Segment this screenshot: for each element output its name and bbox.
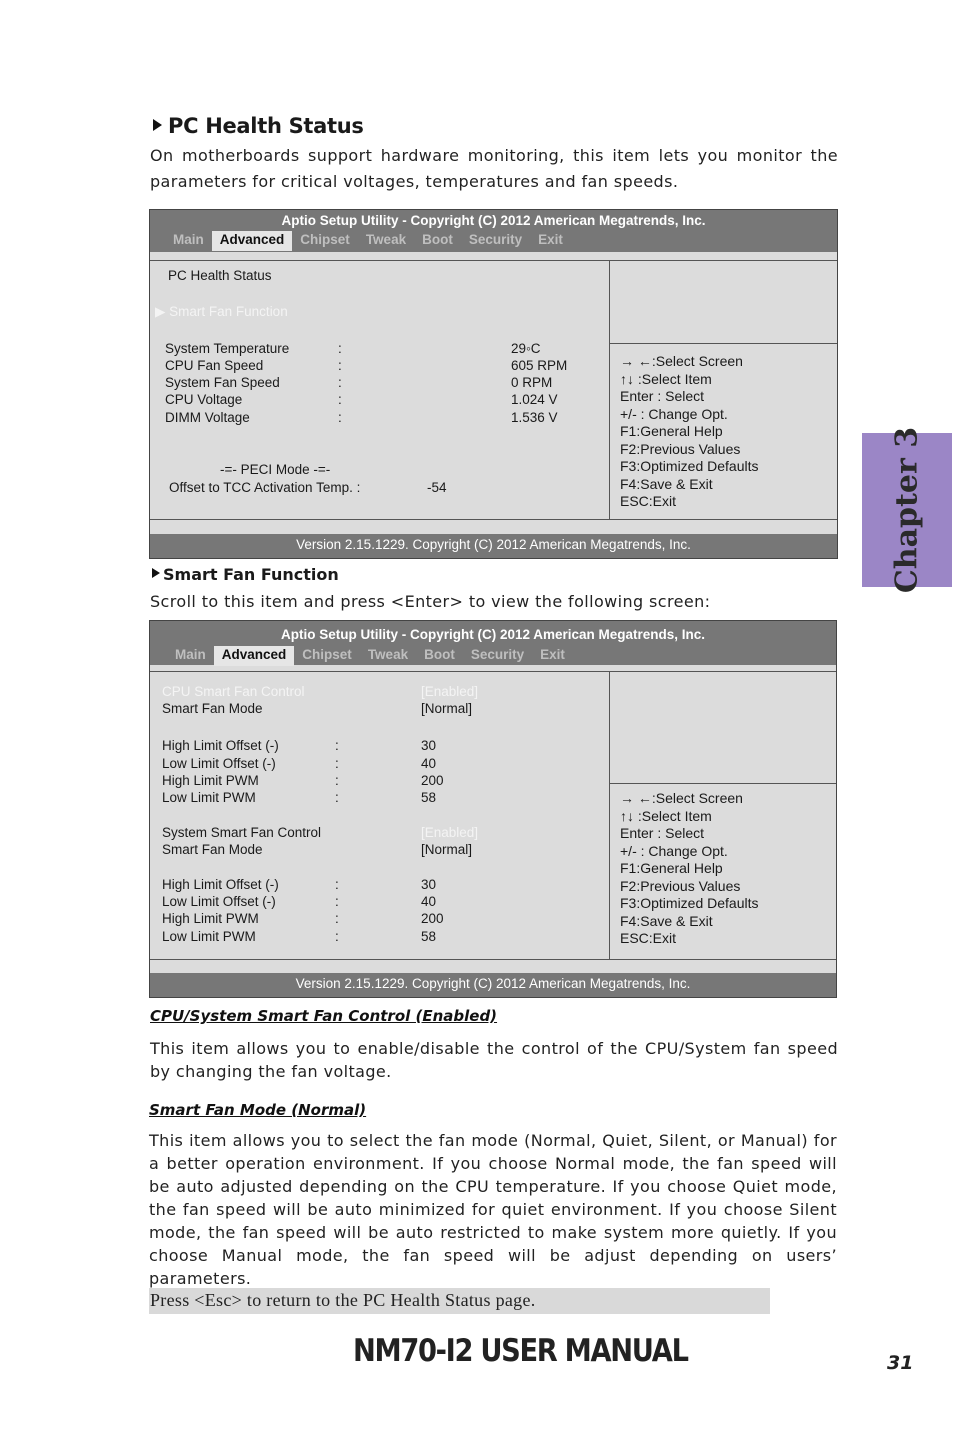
row-value: 0 RPM	[511, 375, 553, 390]
row-label[interactable]: High Limit Offset (-)	[162, 738, 279, 753]
row-sep: :	[338, 410, 342, 425]
help-list	[620, 353, 759, 511]
bios-footer: Version 2.15.1229. Copyright (C) 2012 American Megatrends, Inc.	[150, 973, 836, 997]
help-line: → ←:Select Screen	[620, 790, 743, 806]
tab-tweak[interactable]: Tweak	[365, 232, 407, 247]
help-line: ESC:Exit	[620, 930, 677, 946]
smart-fan-mode-label[interactable]: Smart Fan Mode	[162, 842, 263, 857]
subheading-smart-fan-mode: Smart Fan Mode (Normal)	[149, 1101, 367, 1119]
row-value[interactable]: 30	[421, 877, 437, 892]
smart-fan-mode-label[interactable]: Smart Fan Mode	[162, 701, 263, 716]
help-line: ↑↓ :Select Item	[620, 807, 712, 824]
smart-fan-mode-value[interactable]: [Normal]	[421, 701, 473, 716]
row-sep: :	[338, 375, 342, 390]
tab-boot[interactable]: Boot	[424, 647, 455, 662]
row-label[interactable]: Low Limit Offset (-)	[162, 756, 276, 771]
smart-fan-mode-value[interactable]: [Normal]	[421, 842, 473, 857]
row-value: 1.024 V	[511, 392, 558, 407]
tab-main[interactable]: Main	[173, 232, 204, 247]
panel-divider	[609, 671, 610, 959]
bios-screen-health	[149, 209, 838, 559]
row-sep: :	[335, 877, 339, 892]
help-line: ↑↓ :Select Item	[620, 370, 712, 387]
bios-tab-bar	[167, 646, 573, 666]
bios-heading: PC Health Status	[168, 268, 272, 283]
peci-label[interactable]: Offset to TCC Activation Temp. :	[169, 480, 361, 495]
tab-advanced[interactable]: Advanced	[212, 231, 293, 251]
page-number: 31	[887, 1352, 914, 1374]
esc-note: Press <Esc> to return to the PC Health Status page.	[149, 1288, 770, 1314]
row-label: CPU Fan Speed	[165, 358, 264, 373]
help-line: F1:General Help	[620, 860, 723, 876]
help-line: F4:Save & Exit	[620, 912, 713, 929]
row-label[interactable]: Low Limit PWM	[162, 790, 256, 805]
row-value[interactable]: 58	[421, 790, 437, 805]
bios-title: Aptio Setup Utility - Copyright (C) 2012 American Megatrends, Inc.	[280, 627, 706, 642]
row-label[interactable]: High Limit PWM	[162, 773, 259, 788]
triangle-bullet-icon	[152, 568, 160, 578]
system-smart-fan-control-value[interactable]: [Enabled]	[421, 825, 479, 840]
divider	[150, 671, 836, 672]
row-label[interactable]: Low Limit PWM	[162, 929, 256, 944]
help-divider	[609, 343, 837, 344]
help-line: +/- : Change Opt.	[620, 405, 728, 422]
row-sep: :	[335, 894, 339, 909]
help-line: F4:Save & Exit	[620, 475, 713, 492]
chapter-tab	[862, 426, 952, 594]
help-line: F3:Optimized Defaults	[620, 458, 759, 474]
row-label[interactable]: Low Limit Offset (-)	[162, 894, 276, 909]
row-value[interactable]: 58	[421, 929, 437, 944]
row-label: System Temperature	[165, 341, 290, 356]
row-label: System Fan Speed	[165, 375, 280, 390]
tab-chipset[interactable]: Chipset	[300, 232, 350, 247]
chapter-label: Chapter 3	[889, 426, 925, 594]
help-line: F2:Previous Values	[620, 877, 741, 894]
divider	[150, 959, 836, 960]
bios-footer: Version 2.15.1229. Copyright (C) 2012 American Megatrends, Inc.	[150, 534, 837, 558]
help-line: F1:General Help	[620, 423, 723, 439]
tab-security[interactable]: Security	[470, 647, 525, 662]
row-label[interactable]: High Limit PWM	[162, 911, 259, 926]
manual-title: NM70-I2 USER MANUAL	[353, 1333, 688, 1369]
help-line: ESC:Exit	[620, 493, 677, 509]
system-smart-fan-control-label[interactable]: System Smart Fan Control	[162, 825, 322, 840]
row-value: 1.536 V	[511, 410, 558, 425]
row-value[interactable]: 40	[421, 756, 437, 771]
row-sep: :	[335, 911, 339, 926]
section-title-pc-health: PC Health Status	[153, 114, 364, 138]
row-value[interactable]: 200	[421, 773, 444, 788]
help-line: Enter : Select	[620, 388, 705, 404]
cpu-smart-fan-control-value[interactable]: [Enabled]	[421, 684, 479, 699]
row-sep: :	[335, 773, 339, 788]
peci-value: -54	[427, 480, 447, 495]
row-sep: :	[335, 738, 339, 753]
bios-screen-smart-fan	[149, 620, 837, 998]
bios-header	[150, 210, 837, 252]
row-sep: :	[338, 358, 342, 373]
peci-heading: -=- PECI Mode -=-	[220, 462, 331, 477]
help-line: +/- : Change Opt.	[620, 842, 728, 859]
help-divider	[609, 783, 836, 784]
help-list	[620, 790, 759, 948]
row-value[interactable]: 200	[421, 911, 444, 926]
section2-intro: Scroll to this item and press <Enter> to view the following screen:	[150, 592, 711, 611]
row-value[interactable]: 30	[421, 738, 437, 753]
tab-boot[interactable]: Boot	[422, 232, 453, 247]
row-value: 29◦C	[511, 341, 541, 356]
row-label: CPU Voltage	[165, 392, 243, 407]
bios-title: Aptio Setup Utility - Copyright (C) 2012 American Megatrends, Inc.	[281, 213, 706, 228]
tab-chipset[interactable]: Chipset	[302, 647, 352, 662]
tab-exit[interactable]: Exit	[540, 647, 565, 662]
row-value: 605 RPM	[511, 358, 568, 373]
bios-tab-bar	[165, 231, 571, 251]
section-intro: On motherboards support hardware monitoring, this item lets you monitor the parameters for critical voltages, temperatures and fan speeds.	[150, 146, 838, 191]
tab-main[interactable]: Main	[175, 647, 206, 662]
row-label: DIMM Voltage	[165, 410, 250, 425]
panel-divider	[609, 260, 610, 519]
tab-security[interactable]: Security	[468, 232, 523, 247]
row-sep: :	[338, 341, 342, 356]
desc-smart-fan-control: This item allows you to enable/disable the control of the CPU/System fan speed by changing the fan voltage.	[150, 1039, 838, 1081]
submenu-smart-fan[interactable]: ▶ Smart Fan Function	[155, 304, 288, 319]
triangle-bullet-icon	[153, 119, 162, 131]
divider	[150, 260, 837, 261]
help-line: F3:Optimized Defaults	[620, 895, 759, 911]
triangle-bullet-icon: ▶	[155, 304, 166, 319]
divider	[150, 519, 837, 520]
row-label[interactable]: High Limit Offset (-)	[162, 877, 279, 892]
tab-advanced[interactable]: Advanced	[214, 646, 295, 666]
tab-tweak[interactable]: Tweak	[367, 647, 409, 662]
row-sep: :	[335, 756, 339, 771]
bios-header	[150, 621, 836, 665]
row-sep: :	[338, 392, 342, 407]
cpu-smart-fan-control-label[interactable]: CPU Smart Fan Control	[162, 684, 305, 699]
row-value[interactable]: 40	[421, 894, 437, 909]
desc-smart-fan-mode: This item allows you to select the fan mode (Normal, Quiet, Silent, or Manual) for a better operation environment. If you choose Normal mode, the fan speed will be auto adjusted depending on the CPU temperature. If you choose Quiet mode, the fan speed will be auto minimized for quiet environment. If you choose Silent mode, the fan speed will be auto restricted to make system more quietly. If you choose Manual mode, the fan speed will be adjust depending on users’ parameters.	[149, 1131, 837, 1288]
help-line: F2:Previous Values	[620, 440, 741, 457]
section-title-smart-fan: Smart Fan Function	[152, 565, 339, 584]
tab-exit[interactable]: Exit	[538, 232, 563, 247]
row-sep: :	[335, 790, 339, 805]
help-line: Enter : Select	[620, 825, 705, 841]
row-sep: :	[335, 929, 339, 944]
help-line: → ←:Select Screen	[620, 353, 743, 369]
subheading-smart-fan-control: CPU/System Smart Fan Control (Enabled)	[150, 1007, 498, 1025]
